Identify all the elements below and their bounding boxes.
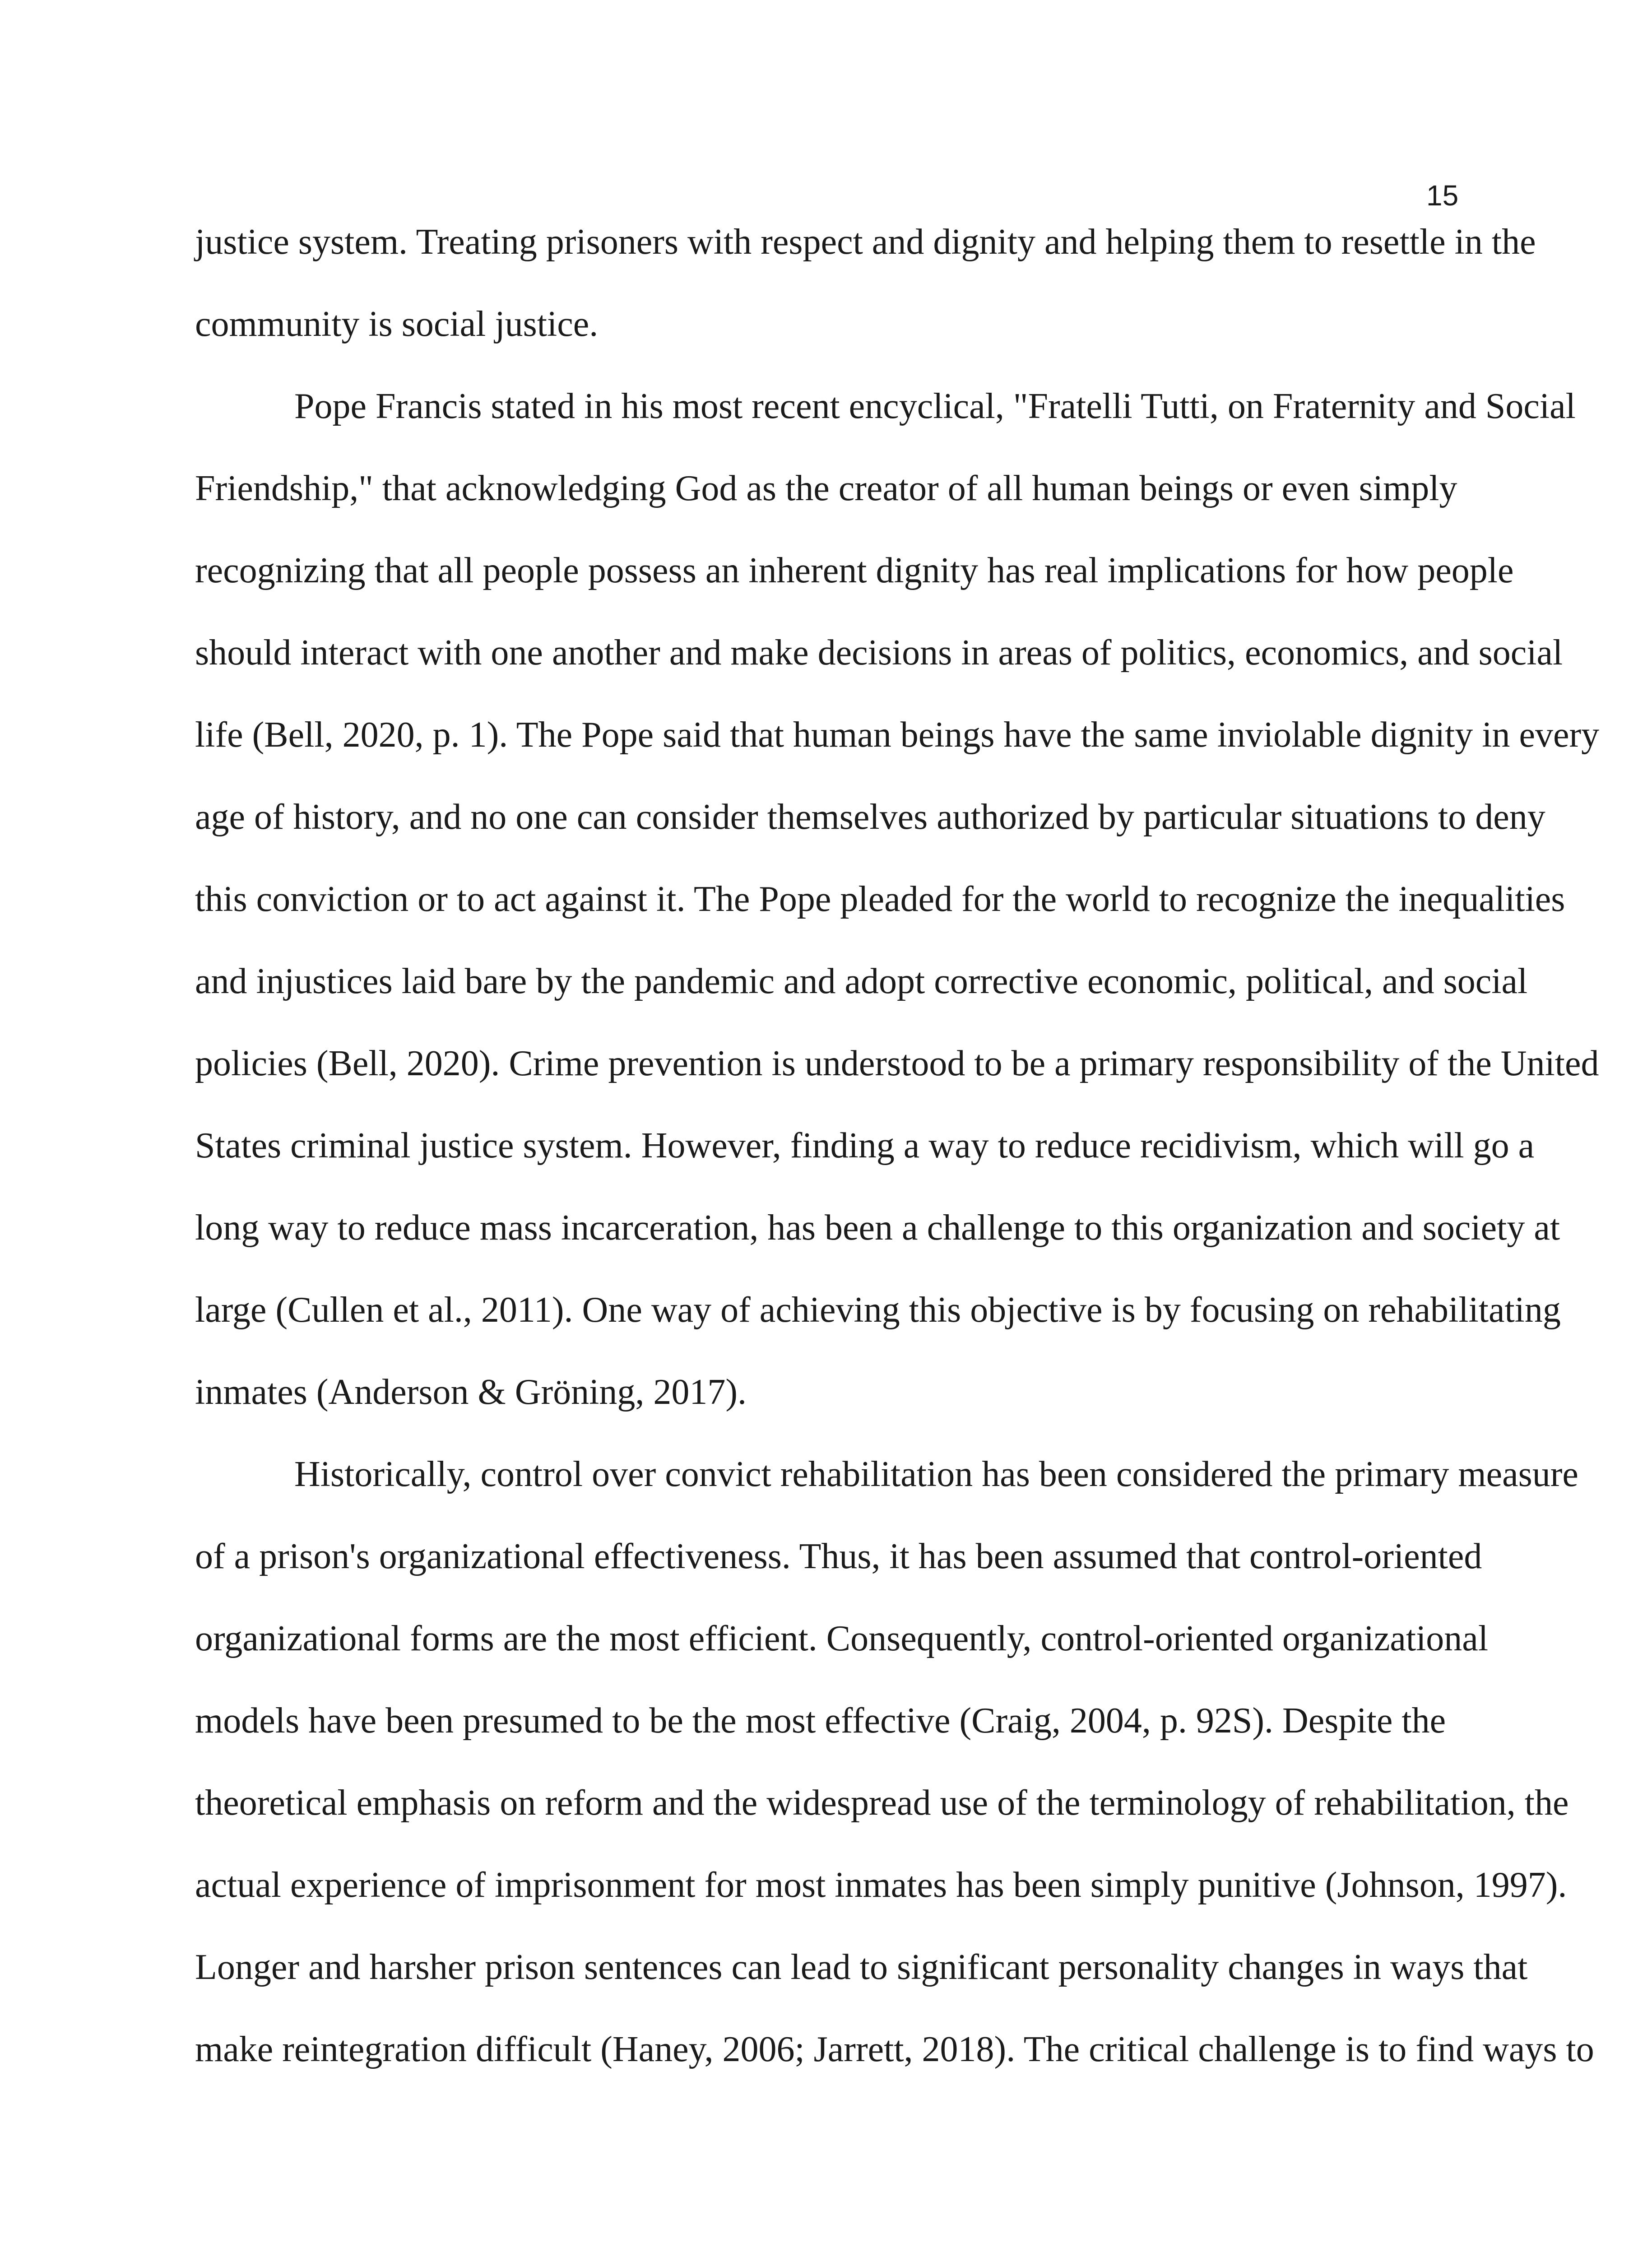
- text-line: policies (Bell, 2020). Crime prevention is understood to be a primary responsibility of the United: [195, 1044, 1599, 1083]
- text-line: recognizing that all people possess an inherent dignity has real implications for how people: [195, 551, 1514, 590]
- text-line: inmates (Anderson & Gröning, 2017).: [195, 1372, 747, 1412]
- text-line: and injustices laid bare by the pandemic and adopt corrective economic, political, and social: [195, 961, 1528, 1001]
- text-line: this conviction or to act against it. The Pope pleaded for the world to recognize the inequalities: [195, 879, 1565, 919]
- text-line: Longer and harsher prison sentences can lead to significant personality changes in ways that: [195, 1947, 1528, 1987]
- text-line: theoretical emphasis on reform and the widespread use of the terminology of rehabilitation, the: [195, 1783, 1569, 1823]
- paragraph-first-line: Historically, control over convict rehabilitation has been considered the primary measure: [294, 1454, 1578, 1494]
- text-line: Friendship," that acknowledging God as the creator of all human beings or even simply: [195, 469, 1457, 508]
- page-number: 15: [1426, 179, 1459, 212]
- text-line: organizational forms are the most efficient. Consequently, control-oriented organizational: [195, 1619, 1489, 1658]
- body-text: [195, 215, 1600, 2104]
- text-line: justice system. Treating prisoners with respect and dignity and helping them to resettle in the: [195, 222, 1536, 262]
- text-line: States criminal justice system. However, finding a way to reduce recidivism, which will go a: [195, 1126, 1535, 1166]
- paragraph-first-line: Pope Francis stated in his most recent encyclical, "Fratelli Tutti, on Fraternity and Social: [294, 386, 1576, 426]
- text-line: community is social justice.: [195, 304, 599, 344]
- text-line: age of history, and no one can consider themselves authorized by particular situations to deny: [195, 797, 1545, 837]
- text-line: life (Bell, 2020, p. 1). The Pope said that human beings have the same inviolable dignity in every: [195, 715, 1600, 755]
- text-line: long way to reduce mass incarceration, has been a challenge to this organization and society at: [195, 1208, 1560, 1248]
- text-line: models have been presumed to be the most effective (Craig, 2004, p. 92S). Despite the: [195, 1701, 1446, 1741]
- text-line: of a prison's organizational effectiveness. Thus, it has been assumed that control-oriented: [195, 1537, 1482, 1576]
- text-line: large (Cullen et al., 2011). One way of achieving this objective is by focusing on rehabilitating: [195, 1290, 1561, 1330]
- text-line: should interact with one another and make decisions in areas of politics, economics, and social: [195, 633, 1563, 673]
- text-line: actual experience of imprisonment for most inmates has been simply punitive (Johnson, 1997).: [195, 1865, 1567, 1905]
- text-line: make reintegration difficult (Haney, 2006; Jarrett, 2018). The critical challenge is to find ways to: [195, 2029, 1594, 2069]
